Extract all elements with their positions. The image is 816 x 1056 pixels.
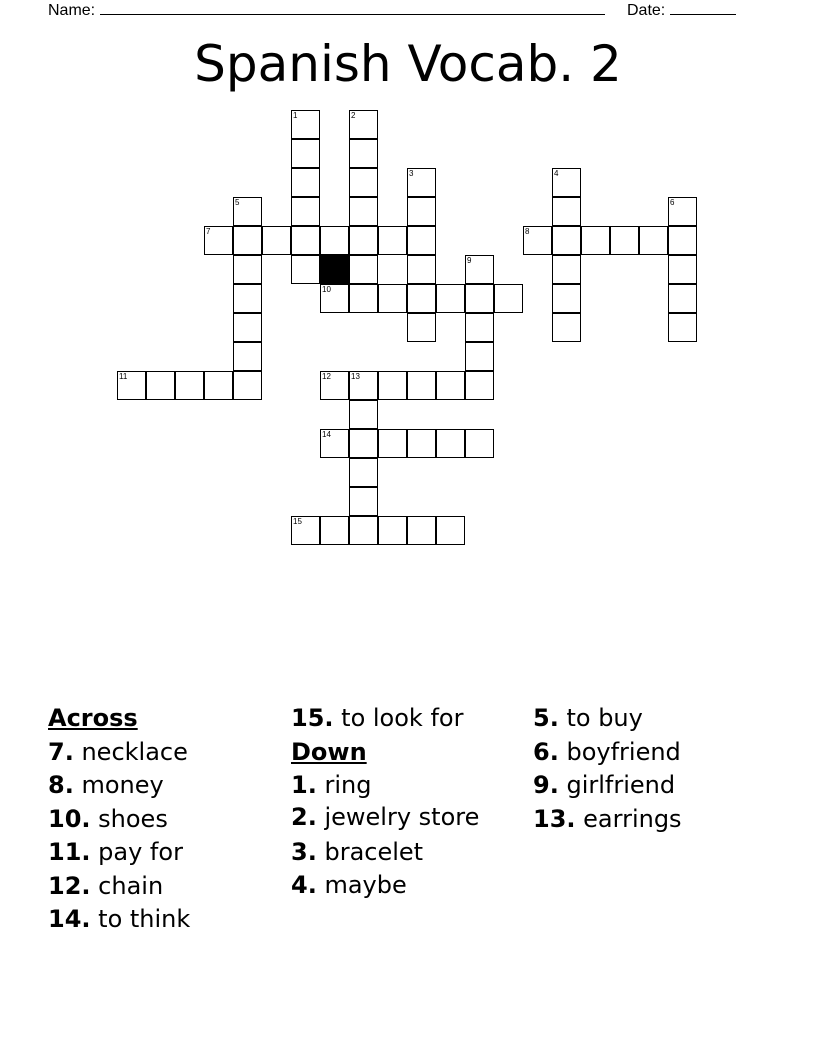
grid-cell[interactable] bbox=[552, 197, 581, 226]
grid-cell[interactable] bbox=[407, 284, 436, 313]
clue-item: 13. earrings bbox=[533, 804, 682, 833]
grid-cell[interactable] bbox=[407, 429, 436, 458]
grid-cell[interactable] bbox=[465, 342, 494, 371]
grid-cell[interactable] bbox=[436, 371, 465, 400]
name-label: Name: bbox=[48, 2, 96, 19]
grid-cell[interactable] bbox=[407, 516, 436, 545]
clue-number: 4 bbox=[554, 169, 559, 178]
grid-cell[interactable] bbox=[233, 284, 262, 313]
date-label: Date: bbox=[627, 2, 666, 19]
grid-cell[interactable] bbox=[668, 255, 697, 284]
grid-cell[interactable] bbox=[320, 429, 349, 458]
grid-cell[interactable] bbox=[233, 313, 262, 342]
grid-cell[interactable] bbox=[320, 516, 349, 545]
clue-number: 6 bbox=[670, 198, 675, 207]
clues-column-2 bbox=[291, 702, 526, 903]
grid-cell[interactable] bbox=[552, 284, 581, 313]
grid-cell[interactable] bbox=[465, 313, 494, 342]
clue-number: 1 bbox=[293, 111, 298, 120]
clue-number: 9 bbox=[467, 256, 472, 265]
grid-cell[interactable] bbox=[349, 516, 378, 545]
clue-number: 2 bbox=[351, 111, 356, 120]
clue-number: 10 bbox=[322, 285, 331, 294]
grid-cell[interactable] bbox=[639, 226, 668, 255]
grid-cell[interactable] bbox=[349, 168, 378, 197]
grid-cell[interactable] bbox=[436, 429, 465, 458]
clue-number: 15 bbox=[293, 517, 302, 526]
grid-cell[interactable] bbox=[465, 284, 494, 313]
grid-cell[interactable] bbox=[465, 429, 494, 458]
grid-cell[interactable] bbox=[262, 226, 291, 255]
clue-number: 8 bbox=[525, 227, 530, 236]
grid-cell[interactable] bbox=[349, 255, 378, 284]
grid-cell[interactable] bbox=[349, 197, 378, 226]
grid-cell[interactable] bbox=[378, 516, 407, 545]
grid-cell[interactable] bbox=[146, 371, 175, 400]
grid-cell[interactable] bbox=[291, 168, 320, 197]
grid-cell[interactable] bbox=[291, 139, 320, 168]
grid-cell[interactable] bbox=[668, 197, 697, 226]
grid-cell[interactable] bbox=[668, 284, 697, 313]
grid-cell[interactable] bbox=[291, 197, 320, 226]
grid-cell[interactable] bbox=[407, 168, 436, 197]
grid-cell[interactable] bbox=[552, 226, 581, 255]
grid-cell[interactable] bbox=[233, 197, 262, 226]
grid-cell[interactable] bbox=[175, 371, 204, 400]
grid-cell[interactable] bbox=[436, 284, 465, 313]
grid-cell[interactable] bbox=[349, 429, 378, 458]
clue-item: 12. chain bbox=[48, 871, 164, 900]
clue-item: 8. money bbox=[48, 771, 164, 799]
clue-item: 1. ring bbox=[291, 771, 372, 799]
grid-cell[interactable] bbox=[407, 255, 436, 284]
grid-cell[interactable] bbox=[552, 168, 581, 197]
grid-cell[interactable] bbox=[407, 197, 436, 226]
clue-number: 11 bbox=[119, 372, 128, 381]
grid-cell[interactable] bbox=[378, 371, 407, 400]
grid-cell[interactable] bbox=[233, 371, 262, 400]
clue-item: 10. shoes bbox=[48, 804, 168, 833]
grid-cell[interactable] bbox=[320, 226, 349, 255]
clue-item: 2. jewelry store bbox=[291, 802, 480, 831]
grid-cell[interactable] bbox=[204, 371, 233, 400]
black-square bbox=[320, 255, 349, 284]
clue-item: 15. to look for bbox=[291, 704, 464, 732]
grid-cell[interactable] bbox=[320, 284, 349, 313]
clue-item: 4. maybe bbox=[291, 871, 407, 899]
clue-item: 14. to think bbox=[48, 905, 191, 933]
clue-number: 5 bbox=[235, 198, 240, 207]
clues-column-3 bbox=[533, 702, 783, 836]
grid-cell[interactable] bbox=[320, 371, 349, 400]
clue-number: 14 bbox=[322, 430, 331, 439]
grid-cell[interactable] bbox=[117, 371, 146, 400]
clue-number: 12 bbox=[322, 372, 331, 381]
grid-cell[interactable] bbox=[436, 516, 465, 545]
grid-cell[interactable] bbox=[378, 429, 407, 458]
grid-cell[interactable] bbox=[233, 226, 262, 255]
grid-cell[interactable] bbox=[552, 313, 581, 342]
clue-item: 11. pay for bbox=[48, 838, 183, 866]
grid-cell[interactable] bbox=[407, 313, 436, 342]
grid-cell[interactable] bbox=[407, 226, 436, 255]
grid-cell[interactable] bbox=[668, 313, 697, 342]
grid-cell[interactable] bbox=[291, 255, 320, 284]
grid-cell[interactable] bbox=[552, 255, 581, 284]
page-title: Spanish Vocab. 2 bbox=[194, 35, 622, 93]
grid-cell[interactable] bbox=[378, 284, 407, 313]
clue-number: 13 bbox=[351, 372, 360, 381]
grid-cell[interactable] bbox=[204, 226, 233, 255]
grid-cell[interactable] bbox=[291, 516, 320, 545]
clue-item: 9. girlfriend bbox=[533, 771, 676, 799]
grid-cell[interactable] bbox=[349, 400, 378, 429]
grid-cell[interactable] bbox=[349, 371, 378, 400]
grid-cell[interactable] bbox=[291, 110, 320, 139]
grid-cell[interactable] bbox=[233, 342, 262, 371]
grid-cell[interactable] bbox=[349, 284, 378, 313]
grid-cell[interactable] bbox=[581, 226, 610, 255]
grid-cell[interactable] bbox=[291, 226, 320, 255]
grid-cell[interactable] bbox=[349, 487, 378, 516]
down-heading: Down bbox=[291, 737, 367, 766]
clue-number: 7 bbox=[206, 227, 211, 236]
grid-cell[interactable] bbox=[349, 110, 378, 139]
clue-number: 3 bbox=[409, 169, 414, 178]
grid-cell[interactable] bbox=[407, 371, 436, 400]
grid-cell[interactable] bbox=[668, 226, 697, 255]
clue-item: 3. bracelet bbox=[291, 837, 424, 866]
grid-cell[interactable] bbox=[349, 139, 378, 168]
grid-cell[interactable] bbox=[349, 458, 378, 487]
grid-cell[interactable] bbox=[233, 255, 262, 284]
clue-item: 7. necklace bbox=[48, 737, 188, 766]
clues-column-1 bbox=[48, 702, 283, 937]
grid-cell[interactable] bbox=[349, 226, 378, 255]
grid-cell[interactable] bbox=[378, 226, 407, 255]
grid-cell[interactable] bbox=[465, 255, 494, 284]
grid-cell[interactable] bbox=[465, 371, 494, 400]
grid-cell[interactable] bbox=[523, 226, 552, 255]
clue-item: 6. boyfriend bbox=[533, 737, 681, 766]
grid-cell[interactable] bbox=[494, 284, 523, 313]
across-heading: Across bbox=[48, 704, 138, 732]
grid-cell[interactable] bbox=[610, 226, 639, 255]
clue-item: 5. to buy bbox=[533, 704, 643, 732]
